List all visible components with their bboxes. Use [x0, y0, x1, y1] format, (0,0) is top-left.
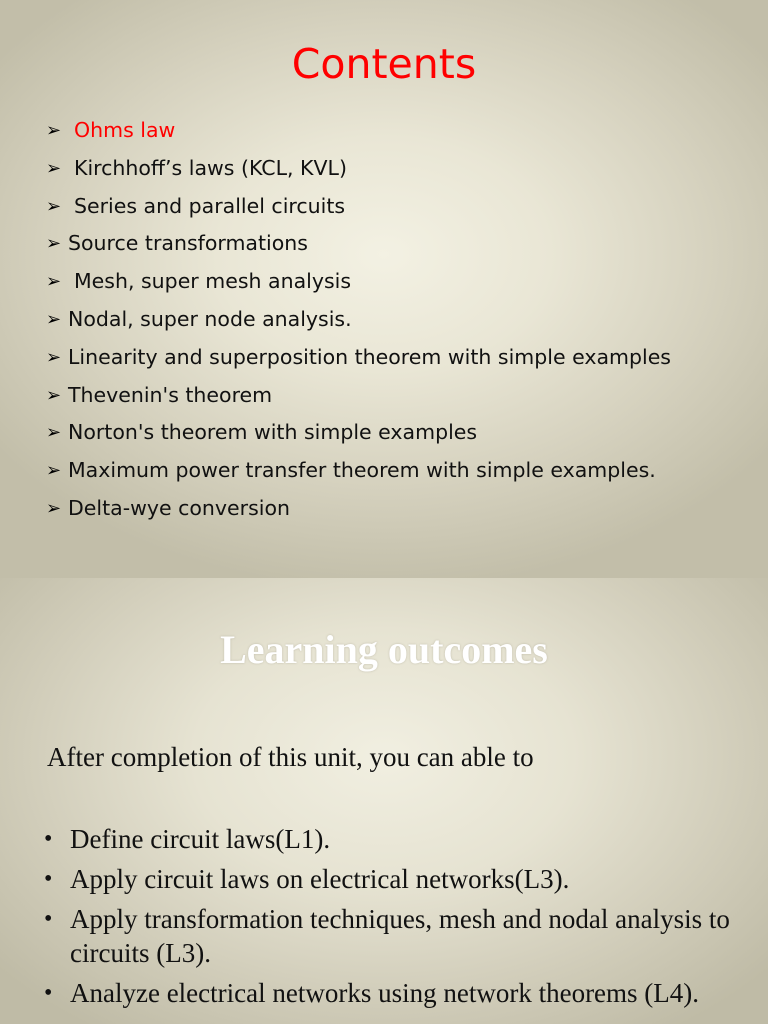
list-item-text: Source transformations [68, 231, 308, 256]
list-item [46, 263, 671, 301]
list-item [46, 414, 671, 452]
list-item [44, 976, 734, 1010]
list-item-text: Norton's theorem with simple examples [68, 420, 478, 445]
outcome-list [44, 822, 734, 1016]
list-item [44, 902, 734, 970]
list-item-text: Delta-wye conversion [68, 495, 291, 520]
arrow-bullet-icon: ➢ [46, 271, 62, 293]
arrow-bullet-icon: ➢ [46, 422, 62, 444]
list-item [46, 339, 671, 377]
list-item-text: Kirchhoff’s laws (KCL, KVL) [74, 155, 347, 180]
list-item-text: Series and parallel circuits [74, 193, 346, 218]
list-item-text: Ohms law [74, 118, 176, 142]
list-item [46, 112, 671, 150]
arrow-bullet-icon: ➢ [46, 157, 62, 179]
list-item-text: Mesh, super mesh analysis [74, 269, 352, 294]
outcome-text: Apply circuit laws on electrical networks(L3). [70, 864, 570, 894]
arrow-bullet-icon: ➢ [46, 384, 62, 406]
list-item-text: Linearity and superposition theorem with simple examples [68, 344, 671, 369]
arrow-bullet-icon: ➢ [46, 195, 62, 217]
list-item-text: Thevenin's theorem [68, 382, 273, 407]
bullet-icon: • [44, 906, 53, 932]
bullet-icon: • [44, 826, 53, 852]
arrow-bullet-icon: ➢ [46, 346, 62, 368]
list-item [46, 150, 671, 188]
list-item [46, 225, 671, 263]
list-item-text: Maximum power transfer theorem with simple examples. [68, 458, 656, 483]
list-item [44, 862, 734, 896]
contents-title: Contents [291, 40, 477, 88]
learning-outcomes-slide [0, 578, 768, 1024]
list-item [46, 377, 671, 415]
intro-text: After completion of this unit, you can able to [47, 742, 534, 772]
list-item-text: Nodal, super node analysis. [68, 306, 352, 331]
arrow-bullet-icon: ➢ [46, 460, 62, 482]
arrow-bullet-icon: ➢ [46, 233, 62, 255]
list-item [46, 188, 671, 226]
arrow-bullet-icon: ➢ [46, 497, 62, 519]
contents-list [46, 112, 671, 528]
arrow-bullet-icon: ➢ [46, 120, 62, 141]
outcome-text: Apply transformation techniques, mesh and nodal analysis to circuits (L3). [70, 904, 730, 968]
outcome-text: Define circuit laws(L1). [70, 824, 331, 854]
outcome-text: Analyze electrical networks using network theorems (L4). [70, 978, 700, 1008]
list-item [46, 301, 671, 339]
list-item [44, 822, 734, 856]
list-item [46, 490, 671, 528]
arrow-bullet-icon: ➢ [46, 308, 62, 330]
bullet-icon: • [44, 980, 53, 1006]
learning-outcomes-title: Learning outcomes [220, 627, 548, 672]
list-item [46, 452, 671, 490]
bullet-icon: • [44, 866, 53, 892]
